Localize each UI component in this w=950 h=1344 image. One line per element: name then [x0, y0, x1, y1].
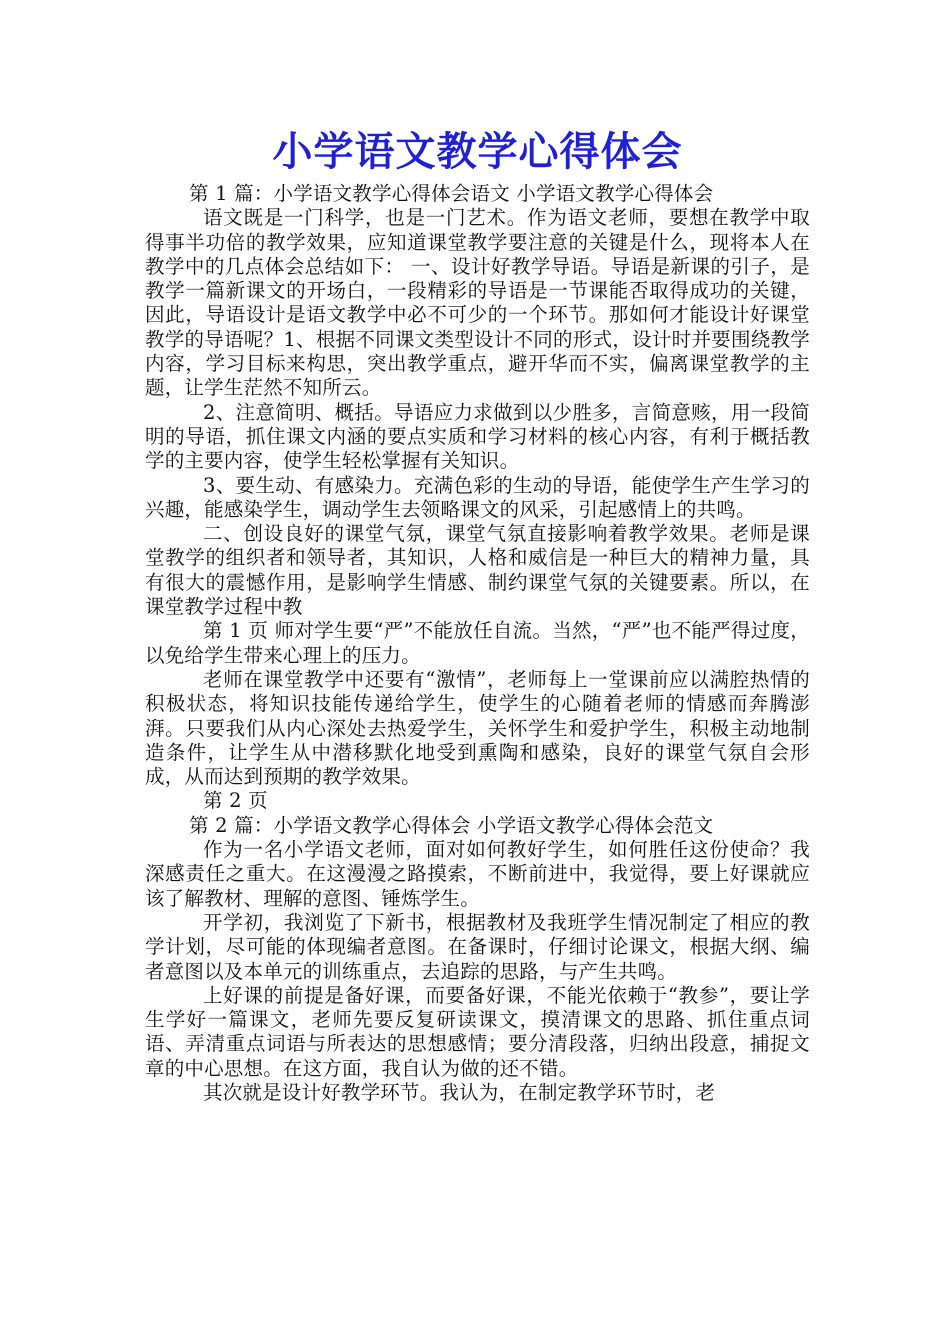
article-1-paragraph: 二、创设良好的课堂气氛，课堂气氛直接影响着教学效果。老师是课堂教学的组织者和领导者，其知识，人格和威信是一种巨大的精神力量，具有很大的震憾作用，是影响学生情感、制约课堂气氛的关键要素。所以，在课堂教学过程中教: [145, 522, 810, 619]
article-1-heading: 第 1 篇：小学语文教学心得体会语文 小学语文教学心得体会: [189, 182, 714, 205]
page-number-marker: 第 2 页: [203, 789, 268, 813]
article-2-paragraph: 其次就是设计好教学环节。我认为，在制定教学环节时，老: [203, 1080, 716, 1104]
article-1-paragraph: 语文既是一门科学，也是一门艺术。作为语文老师，要想在教学中取得事半功倍的教学效果，应知道课堂教学要注意的关键是什么，现将本人在教学中的几点体会总结如下： 一、设计好教学导语。导语是新课的引子，是教学一篇新课文的开场白，一段精彩的导语是一节课能否取得成功的关键，因此，导语设计是语文教学中必不可少的一个环节。那如何才能设计好课堂教学的导语呢？1、根据不同课文类型设计不同的形式，设计时并要围绕教学内容，学习目标来构思，突出教学重点，避开华而不实，偏离课堂教学的主题，让学生茫然不知所云。: [145, 206, 810, 400]
article-1-paragraph: 第 1 页 师对学生要“严”不能放任自流。当然，“严”也不能严得过度，以免给学生带来心理上的压力。: [145, 619, 810, 667]
article-2-heading: 第 2 篇：小学语文教学心得体会 小学语文教学心得体会范文: [189, 813, 714, 837]
article-2-paragraph: 作为一名小学语文老师，面对如何教好学生，如何胜任这份使命？我深感责任之重大。在这漫漫之路摸索，不断前进中，我觉得，要上好课就应该了解教材、理解的意图、锤炼学生。: [145, 838, 810, 910]
article-2-paragraph: 上好课的前提是备好课，而要备好课，不能光依赖于“教参”，要让学生学好一篇课文，老师先要反复研读课文，摸清课文的思路、抓住重点词语、弄清重点词语与所表达的思想感情；要分清段落，归纳出段意，捕捉文章的中心思想。在这方面，我自认为做的还不错。: [145, 983, 810, 1080]
document-body: [145, 128, 810, 1105]
article-1-paragraph: 2、注意简明、概括。导语应力求做到以少胜多，言简意赅，用一段简明的导语，抓住课文内涵的要点实质和学习材料的核心内容，有利于概括教学的主要内容，使学生轻松掌握有关知识。: [145, 400, 810, 473]
article-1-paragraph: 3、要生动、有感染力。充满色彩的生动的导语，能使学生产生学习的兴趣，能感染学生，调动学生去领略课文的风采，引起感情上的共鸣。: [145, 473, 810, 521]
document-title: 小学语文教学心得体会: [272, 128, 683, 175]
article-2-paragraph: 开学初，我浏览了下新书，根据教材及我班学生情况制定了相应的教学计划，尽可能的体现编者意图。在备课时，仔细讨论课文，根据大纲、编者意图以及本单元的训练重点，去追踪的思路，与产生共鸣。: [145, 910, 810, 983]
article-1-paragraph: 老师在课堂教学中还要有“激情”，老师每上一堂课前应以满腔热情的积极状态，将知识技能传递给学生，使学生的心随着老师的情感而奔腾澎湃。只要我们从内心深处去热爱学生，关怀学生和爱护学生，积极主动地制造条件，让学生从中潜移默化地受到熏陶和感染，良好的课堂气氛自会形成，从而达到预期的教学效果。: [145, 667, 810, 789]
